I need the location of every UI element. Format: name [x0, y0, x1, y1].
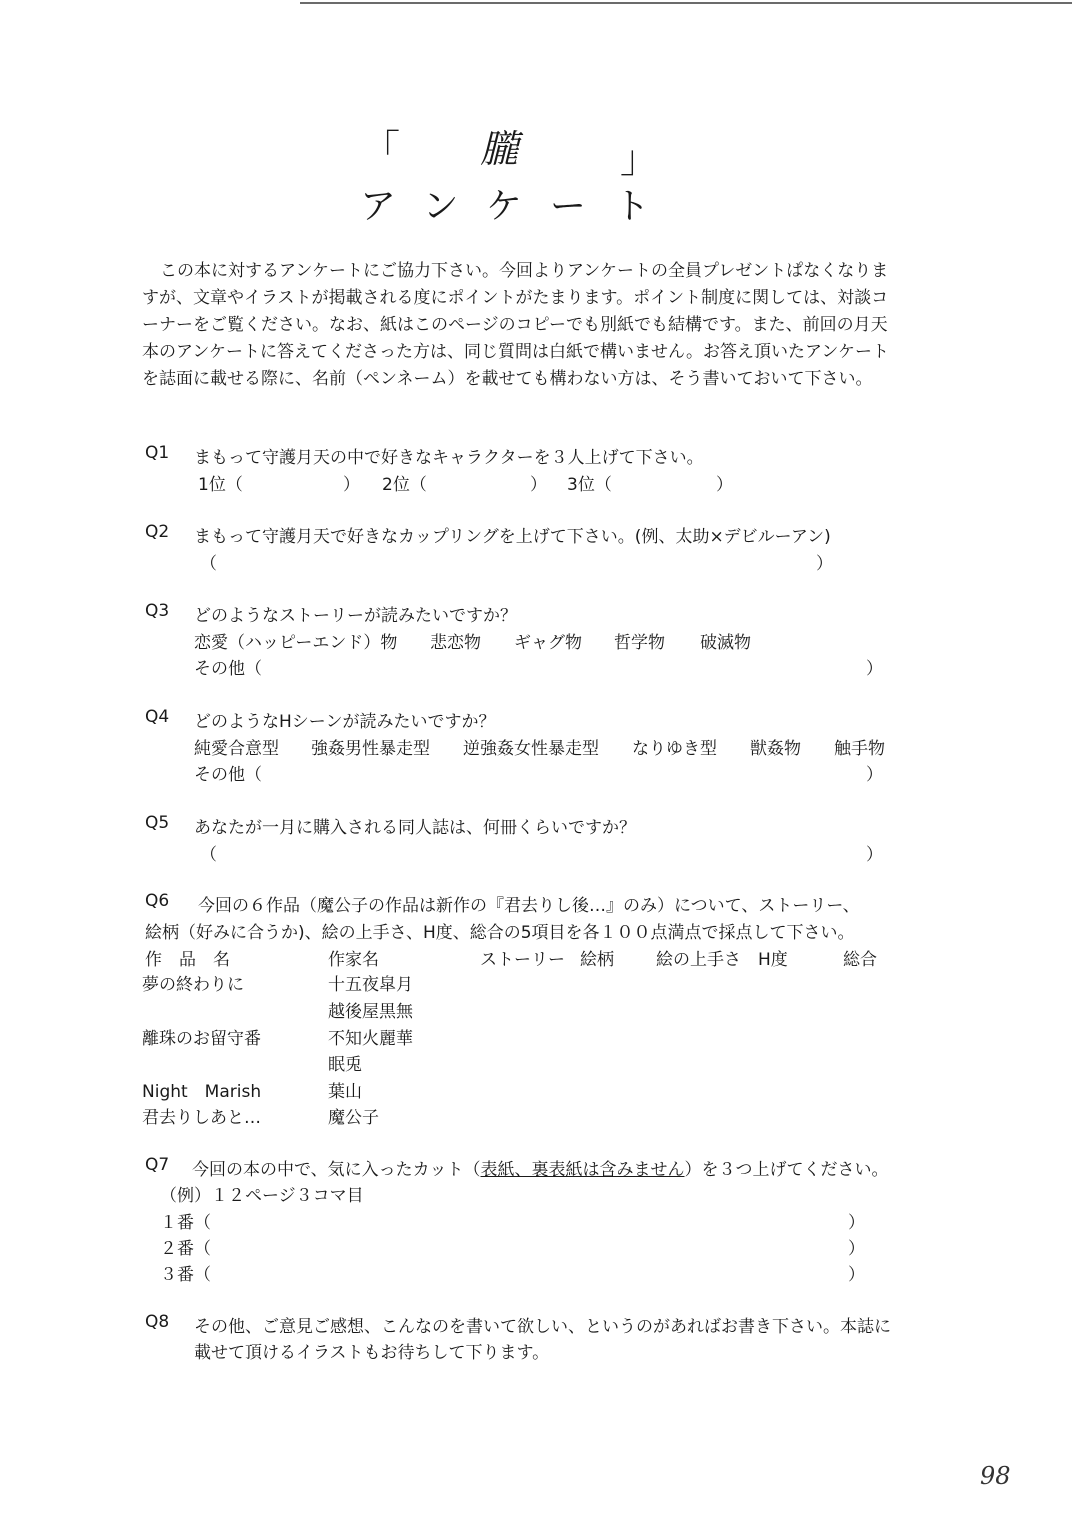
q5-number: Q5 [145, 813, 170, 833]
q6-work-title: 夢の終わりに [142, 975, 244, 995]
q6-header-story: ストーリー [480, 950, 565, 970]
q4-other-close: ） [866, 765, 883, 785]
subtitle: アンケート [360, 186, 678, 227]
q6-header-work: 作 品 名 [145, 950, 230, 970]
q3-option: ギャグ物 [514, 633, 582, 653]
q7-row-open: ２番（ [160, 1239, 211, 1259]
q6-header-h: H度 [758, 950, 788, 970]
q1-rank2-open: 2位（ [382, 475, 427, 495]
q2-answer-close: ） [816, 554, 833, 574]
q1-rank2-close: ） [530, 475, 547, 495]
q4-option: 純愛合意型 [194, 739, 279, 759]
q2-question: まもって守護月天で好きなカップリングを上げて下さい。(例、太助×デビルーアン) [194, 527, 831, 547]
q6-author: 不知火麗華 [328, 1029, 413, 1049]
title-open-bracket: 「 [362, 127, 401, 171]
q6-work-title: 君去りしあと… [142, 1108, 261, 1128]
q3-option: 恋愛（ハッピーエンド）物 [194, 633, 398, 653]
q7-number: Q7 [145, 1155, 170, 1175]
q2-answer-open: （ [200, 554, 217, 574]
q7-row-open: １番（ [160, 1213, 211, 1233]
q1-rank1-open: 1位（ [198, 475, 243, 495]
q4-option: 触手物 [834, 739, 885, 759]
q2-number: Q2 [145, 522, 170, 542]
q7-row-close: ） [848, 1213, 865, 1233]
q7-row-close: ） [848, 1265, 865, 1285]
q8-question-line2: 載せて頂けるイラストもお待ちして下ります。 [194, 1343, 550, 1363]
q6-work-title: 離珠のお留守番 [142, 1029, 261, 1049]
q4-option: 獣姦物 [750, 739, 801, 759]
q6-author: 眠兎 [328, 1055, 362, 1075]
q6-author: 葉山 [328, 1082, 362, 1102]
q3-option: 哲学物 [614, 633, 665, 653]
scan-top-edge [300, 2, 1072, 4]
q7-row-open: ３番（ [160, 1265, 211, 1285]
q6-header-author: 作家名 [328, 950, 379, 970]
q5-answer-open: （ [200, 845, 217, 865]
intro-paragraph [142, 258, 890, 393]
title [362, 118, 659, 181]
q1-question: まもって守護月天の中で好きなキャラクターを３人上げて下さい。 [194, 448, 704, 468]
q4-option: 逆強姦女性暴走型 [463, 739, 599, 759]
q5-question: あなたが一月に購入される同人誌は、何冊くらいですか？ [194, 818, 636, 838]
q7-question-underlined: 表紙、裏表紙は含みません [480, 1160, 685, 1180]
q3-other-open: その他（ [194, 659, 262, 679]
q5-answer-close: ） [866, 845, 883, 865]
q1-rank3-open: 3位（ [567, 475, 612, 495]
q6-author: 越後屋黒無 [328, 1002, 413, 1022]
page-number: 98 [980, 1462, 1011, 1490]
q6-header-skill: 絵の上手さ [656, 950, 741, 970]
q6-header-total: 総合 [843, 950, 877, 970]
q4-number: Q4 [145, 707, 170, 727]
q6-question-line1: 今回の６作品（魔公子の作品は新作の『君去りし後…』のみ）について、ストーリー、 [198, 896, 860, 916]
q6-header-art: 絵柄 [580, 950, 614, 970]
q4-option: なりゆき型 [632, 739, 717, 759]
q6-author: 魔公子 [328, 1108, 379, 1128]
q6-work-title: Night Marish [142, 1082, 262, 1102]
q1-number: Q1 [145, 443, 170, 463]
q3-other-close: ） [866, 659, 883, 679]
q3-number: Q3 [145, 601, 170, 621]
q6-number: Q6 [145, 891, 170, 911]
q7-row-close: ） [848, 1239, 865, 1259]
q7-question-pre: 今回の本の中で、気に入ったカット（ [192, 1160, 481, 1180]
q3-question: どのようなストーリーが読みたいですか？ [194, 606, 517, 626]
q4-other-open: その他（ [194, 765, 262, 785]
title-main: 朧 [480, 127, 519, 171]
q6-question-line2: 絵柄（好みに合うか)、絵の上手さ、H度、総合の5項目を各１００点満点で採点して下さい。 [145, 923, 855, 943]
q3-option: 破滅物 [700, 633, 751, 653]
q4-question: どのようなHシーンが読みたいですか？ [194, 712, 496, 732]
intro-text: この本に対するアンケートにご協力下さい。今回よりアンケートの全員プレゼントぱなくなりますが、文章やイラストが掲載される度にポイントがたまります。ポイント制度に関しては、対談コーナーをご覧ください。なお、紙はこのページのコピーでも別紙でも結構です。また、前回の月天本のアンケートに答えてくださった方は、同じ質問は白紙で構いません。お答え頂いたアンケートを誌面に載せる際に、名前（ペンネーム）を載せても構わない方は、そう書いておいて下さい。 [142, 261, 889, 389]
q3-option: 悲恋物 [430, 633, 481, 653]
q7-question-post: ）を３つ上げてください。 [684, 1160, 889, 1180]
q8-question-line1: その他、ご意見ご感想、こんなのを書いて欲しい、というのがあればお書き下さい。本誌に [194, 1317, 891, 1337]
title-close-bracket: 」 [620, 137, 659, 181]
q7-example: （例）１２ページ３コマ目 [160, 1186, 364, 1206]
q4-option: 強姦男性暴走型 [311, 739, 430, 759]
q8-number: Q8 [145, 1312, 170, 1332]
q7-question [192, 1155, 889, 1180]
q6-author: 十五夜皐月 [328, 975, 413, 995]
q1-rank1-close: ） [343, 475, 360, 495]
q1-rank3-close: ） [716, 475, 733, 495]
